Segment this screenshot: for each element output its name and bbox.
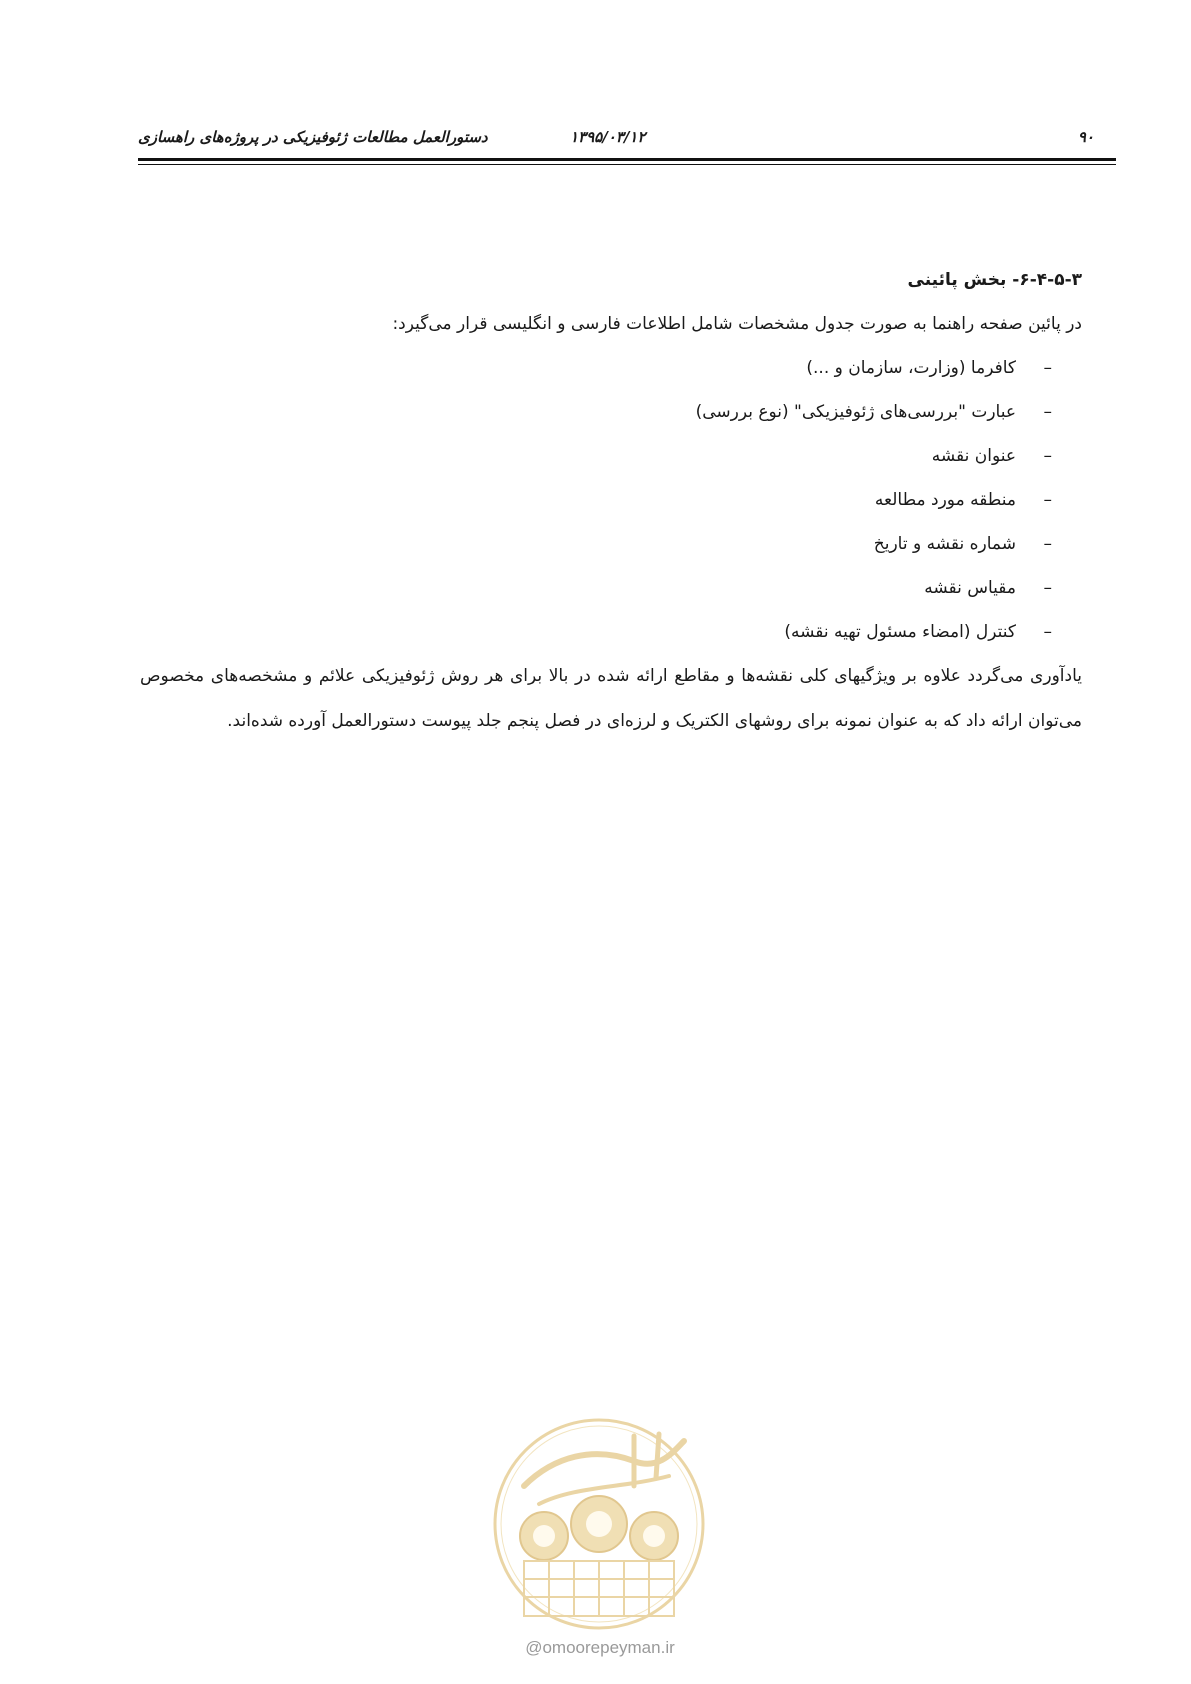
list-item: – عنوان نقشه (140, 434, 1052, 478)
list-item: – مقیاس نقشه (140, 566, 1052, 610)
header-rule-thin (138, 164, 1116, 165)
watermark-seal-icon (484, 1416, 714, 1636)
header-rule-thick (138, 158, 1116, 161)
watermark-logo (484, 1416, 714, 1666)
closing-paragraph: یادآوری می‌گردد علاوه بر ویژگیهای کلی نقشه‌ها و مقاطع ارائه شده در بالا برای هر روش ژئوفیزیکی علائم و مشخصه‌های مخصوص می‌توان ارائه داد که به عنوان نمونه برای روشهای الکتریک و لرزه‌ای در فصل پنجم جلد پیوست دستورالعمل آورده شده‌اند. (140, 666, 1082, 731)
intro-paragraph: در پائین صفحه راهنما به صورت جدول مشخصات شامل اطلاعات فارسی و انگلیسی قرار می‌گیرد: (392, 314, 1082, 334)
header-page-number: ۹۰ (1077, 128, 1094, 146)
bullet-list (140, 346, 1082, 654)
list-item: – شماره نقشه و تاریخ (140, 522, 1052, 566)
header-date: ۱۳۹۵/۰۳/۱۲ (570, 128, 646, 146)
list-item: – عبارت "بررسی‌های ژئوفیزیکی" (نوع بررسی) (140, 390, 1052, 434)
section-heading: ۶-۴-۵-۳- بخش پائینی (907, 270, 1082, 290)
list-item: – منطقه مورد مطالعه (140, 478, 1052, 522)
watermark-website: @omoorepeyman.ir (525, 1638, 675, 1657)
list-item: – کافرما (وزارت، سازمان و ...) (140, 346, 1052, 390)
page-header (138, 128, 1116, 150)
list-item: – کنترل (امضاء مسئول تهیه نقشه) (140, 610, 1052, 654)
header-title: دستورالعمل مطالعات ژئوفیزیکی در پروژه‌های راهسازی (138, 128, 488, 146)
main-content (140, 258, 1082, 744)
